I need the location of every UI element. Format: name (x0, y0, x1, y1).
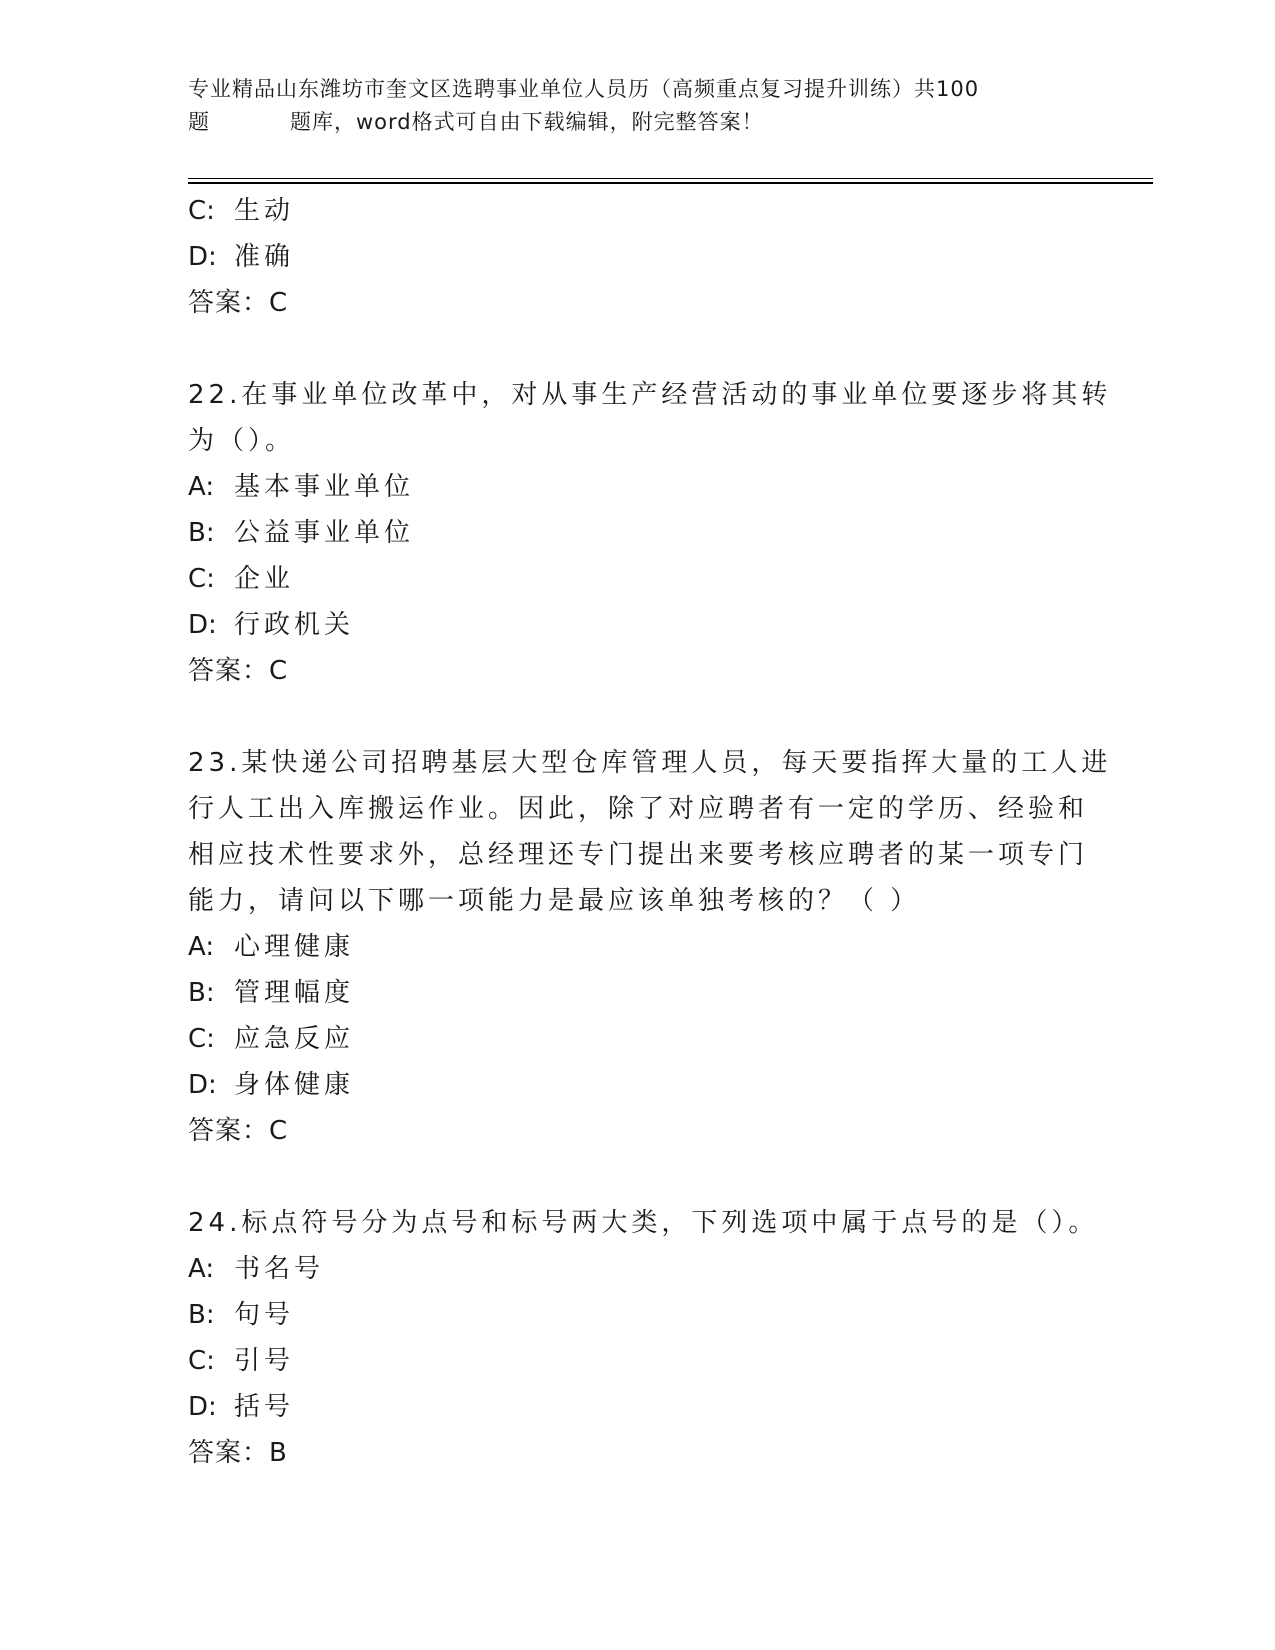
option-text: 应急反应 (234, 1024, 355, 1054)
option-b (188, 970, 1088, 1016)
header-rule-thick (188, 182, 1153, 184)
header-gap (210, 106, 290, 139)
question-gap (188, 694, 1088, 740)
question-line: 22.在事业单位改革中，对从事生产经营活动的事业单位要逐步将其转 (188, 380, 1112, 410)
option-c (188, 188, 1088, 234)
option-a (188, 464, 1088, 510)
option-key: D: (188, 1070, 217, 1100)
option-text: 管理幅度 (234, 978, 355, 1008)
question-line: 23.某快递公司招聘基层大型仓库管理人员，每天要指挥大量的工人进 (188, 748, 1112, 778)
option-key: D: (188, 610, 217, 640)
option-key: B: (188, 1300, 215, 1330)
option-key: C: (188, 564, 215, 594)
option-text: 行政机关 (234, 610, 355, 640)
option-text: 企业 (234, 564, 295, 594)
question-24 (188, 1200, 1099, 1476)
option-a (188, 924, 1088, 970)
question-gap (188, 1154, 1088, 1200)
option-text: 句号 (234, 1300, 295, 1330)
answer-line: 答案：C (188, 656, 289, 686)
question-22 (188, 372, 1112, 694)
option-text: 身体健康 (234, 1070, 355, 1100)
question-line: 为（）。 (188, 426, 296, 456)
option-key: A: (188, 932, 215, 962)
option-key: A: (188, 1254, 215, 1284)
option-text: 括号 (234, 1392, 295, 1422)
document-body (188, 188, 1112, 1476)
option-key: C: (188, 196, 215, 226)
question-text (188, 740, 1112, 924)
header-title-line1: 专业精品山东潍坊市奎文区选聘事业单位人员历（高频重点复习提升训练）共100 (188, 77, 980, 101)
option-c (188, 556, 1088, 602)
question-text (188, 1200, 1099, 1246)
option-c (188, 1016, 1088, 1062)
question-21-continued (188, 188, 1088, 326)
option-key: B: (188, 978, 215, 1008)
option-d (188, 602, 1088, 648)
option-b (188, 510, 1088, 556)
option-key: B: (188, 518, 215, 548)
question-line: 24.标点符号分为点号和标号两大类，下列选项中属于点号的是（）。 (188, 1208, 1099, 1238)
document-header (188, 73, 1088, 139)
option-text: 心理健康 (234, 932, 355, 962)
answer-line: 答案：C (188, 288, 289, 318)
option-c (188, 1338, 1088, 1384)
question-gap (188, 326, 1088, 372)
option-text: 书名号 (234, 1254, 325, 1284)
option-text: 公益事业单位 (234, 518, 415, 548)
option-key: C: (188, 1024, 215, 1054)
question-line: 能力，请问以下哪一项能力是最应该单独考核的？（ ） (188, 886, 921, 916)
option-text: 生动 (234, 196, 295, 226)
option-key: C: (188, 1346, 215, 1376)
option-key: D: (188, 1392, 217, 1422)
option-text: 引号 (234, 1346, 295, 1376)
question-23 (188, 740, 1112, 1154)
answer-line: 答案：B (188, 1438, 288, 1468)
header-line2-left: 题 (188, 110, 210, 134)
option-a (188, 1246, 1088, 1292)
option-key: A: (188, 472, 215, 502)
option-d (188, 1384, 1088, 1430)
question-line: 行人工出入库搬运作业。因此，除了对应聘者有一定的学历、经验和 (188, 794, 1089, 824)
answer-line: 答案：C (188, 1116, 289, 1146)
header-title-line2 (188, 106, 1088, 139)
header-line2-right: 题库，word格式可自由下载编辑，附完整答案！ (290, 110, 764, 134)
question-line: 相应技术性要求外，总经理还专门提出来要考核应聘者的某一项专门 (188, 840, 1089, 870)
option-b (188, 1292, 1088, 1338)
option-d (188, 234, 1088, 280)
option-text: 准确 (234, 242, 295, 272)
header-rule-thin (188, 178, 1153, 179)
option-text: 基本事业单位 (234, 472, 415, 502)
question-text (188, 372, 1112, 464)
option-key: D: (188, 242, 217, 272)
option-d (188, 1062, 1088, 1108)
